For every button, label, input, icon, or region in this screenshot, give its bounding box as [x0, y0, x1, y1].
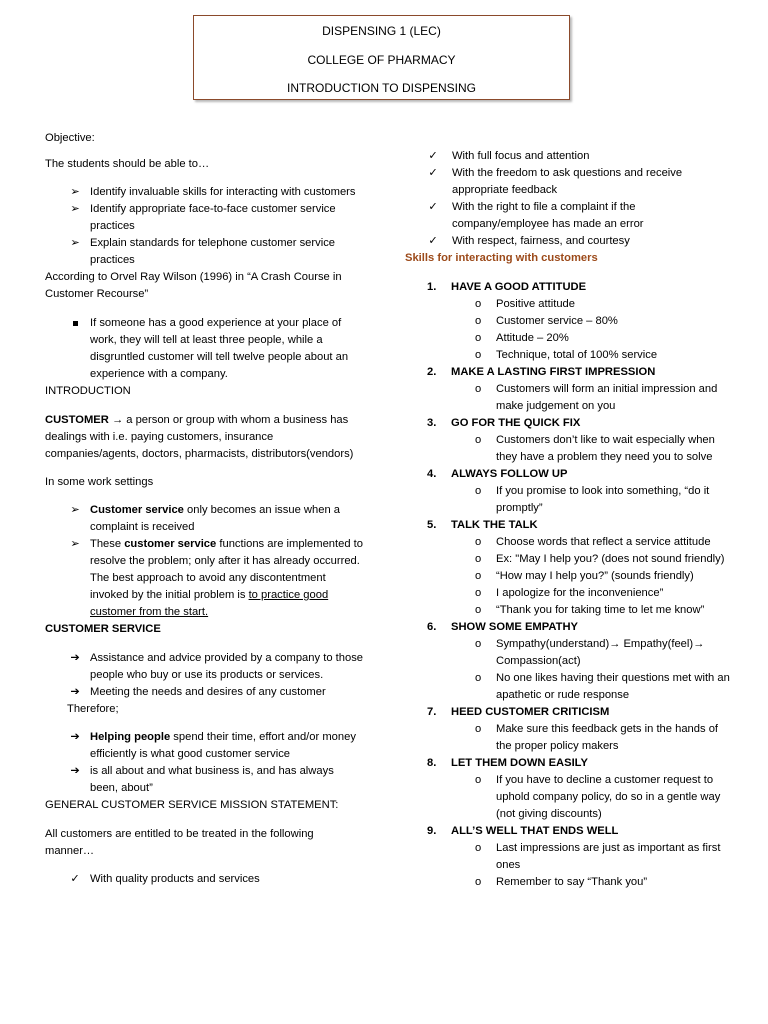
- lesson-title: INTRODUCTION TO DISPENSING: [287, 81, 476, 95]
- skill-item: [405, 364, 735, 415]
- according-text: According to Orvel Ray Wilson (1996) in “A Crash Course in Customer Recourse”: [45, 271, 342, 300]
- right-arrow-bullet-icon: ➔: [70, 731, 80, 743]
- right-arrow-icon: →: [111, 414, 124, 426]
- skill-item: [405, 279, 735, 364]
- skill-point: o Customers will form an initial impression and make judgement on you: [475, 383, 718, 412]
- therefore-text: Therefore;: [67, 703, 119, 715]
- skill-title: MAKE A LASTING FIRST IMPRESSION: [451, 366, 656, 378]
- skill-number: 3.: [427, 417, 437, 429]
- skill-title: HAVE A GOOD ATTITUDE: [451, 281, 587, 293]
- skill-number: 6.: [427, 621, 437, 633]
- circle-bullet-icon: o: [475, 315, 482, 327]
- circle-bullet-icon: o: [475, 536, 482, 548]
- skill-point: o Customer service – 80%: [451, 313, 735, 330]
- checkmark-icon: ✓: [428, 150, 438, 162]
- circle-bullet-icon: o: [475, 638, 482, 650]
- left-column: [45, 130, 363, 888]
- circle-bullet-icon: o: [475, 876, 482, 888]
- circle-bullet-icon: o: [475, 604, 482, 616]
- objectives-list: [45, 184, 363, 269]
- skill-point: o Remember to say “Thank you”: [451, 874, 735, 891]
- right-arrow-bullet-icon: ➔: [70, 686, 80, 698]
- arrowhead-bullet-icon: ➢: [70, 203, 80, 215]
- skill-title: SHOW SOME EMPATHY: [451, 621, 578, 633]
- skill-item: [405, 619, 735, 704]
- mission-heading: GENERAL CUSTOMER SERVICE MISSION STATEMENT:: [45, 799, 339, 811]
- circle-bullet-icon: o: [475, 842, 482, 854]
- skill-point: o Ex: "May I help you? (does not sound friendly): [451, 551, 735, 568]
- square-bullet-icon: [67, 315, 83, 332]
- skill-number: 8.: [427, 757, 437, 769]
- skill-point: o Technique, total of 100% service: [451, 347, 735, 364]
- objective-label: Objective:: [45, 132, 95, 144]
- skill-title: LET THEM DOWN EASILY: [451, 757, 588, 769]
- circle-bullet-icon: o: [475, 774, 482, 786]
- quote-list: [45, 315, 363, 383]
- skill-point: o Customers don’t like to wait especially when they have a problem they need you to solve: [475, 434, 715, 463]
- list-item: ✓ With full focus and attention: [405, 148, 735, 165]
- checkmark-icon: ✓: [428, 167, 438, 179]
- list-item: ✓ With respect, fairness, and courtesy: [405, 233, 735, 250]
- skill-item: [405, 704, 735, 755]
- work-settings-text: In some work settings: [45, 476, 154, 488]
- arrowhead-bullet-icon: ➢: [70, 237, 80, 249]
- therefore-list: [45, 729, 363, 797]
- skill-points: [451, 534, 735, 619]
- skill-point: o “How may I help you?” (sounds friendly): [451, 568, 735, 585]
- skill-points: [451, 381, 735, 415]
- circle-bullet-icon: o: [475, 587, 482, 599]
- skill-item: [405, 755, 735, 823]
- list-item: ✓ With the freedom to ask questions and receive appropriate feedback: [405, 165, 735, 199]
- arrowhead-bullet-icon: ➢: [70, 538, 80, 550]
- checkmark-icon: ✓: [70, 873, 80, 885]
- circle-bullet-icon: o: [475, 672, 482, 684]
- mission-list-start: [45, 871, 363, 888]
- skill-title: ALWAYS FOLLOW UP: [451, 468, 568, 480]
- circle-bullet-icon: o: [475, 332, 482, 344]
- skill-title: ALL’S WELL THAT ENDS WELL: [451, 825, 619, 837]
- entitled-text: All customers are entitled to be treated in the following manner…: [45, 828, 314, 857]
- skill-points: [451, 772, 735, 823]
- circle-bullet-icon: o: [475, 485, 482, 497]
- skill-point: o Sympathy(understand)→ Empathy(feel)→ Compassion(act): [475, 638, 705, 667]
- skills-heading: Skills for interacting with customers: [405, 252, 598, 264]
- skill-points: [451, 840, 735, 891]
- skill-point: o If you have to decline a customer request to uphold company policy, do so in a gentle way (not giving discounts): [475, 774, 721, 820]
- skill-item: [405, 517, 735, 619]
- arrowhead-bullet-icon: ➢: [70, 504, 80, 516]
- right-arrow-bullet-icon: ➔: [70, 765, 80, 777]
- skill-point: o Last impressions are just as important as first ones: [475, 842, 721, 871]
- list-item: ➔ is all about and what business is, and has always been, about”: [45, 763, 363, 797]
- skill-point: o Positive attitude: [451, 296, 735, 313]
- circle-bullet-icon: o: [475, 383, 482, 395]
- skill-point: o If you promise to look into something, “do it promptly”: [475, 485, 710, 514]
- work-settings-list: [45, 502, 363, 621]
- circle-bullet-icon: o: [475, 349, 482, 361]
- list-item: ➢ Customer service only becomes an issue when a complaint is received: [45, 502, 363, 536]
- checkmark-icon: ✓: [428, 235, 438, 247]
- customer-service-list: [45, 650, 363, 701]
- skill-number: 1.: [427, 281, 437, 293]
- skill-points: [451, 483, 735, 517]
- list-item: If someone has a good experience at your place of work, they will tell at least three people, while a disgruntled customer will tell twelve people about an experience with a company.: [45, 315, 363, 383]
- title-box: [193, 15, 570, 100]
- skill-point: o Make sure this feedback gets in the hands of the proper policy makers: [475, 723, 719, 752]
- skill-point: o No one likes having their questions met with an apathetic or rude response: [475, 672, 730, 701]
- list-item: ➢ Identify invaluable skills for interacting with customers: [45, 184, 363, 201]
- right-arrow-bullet-icon: ➔: [70, 652, 80, 664]
- skill-number: 7.: [427, 706, 437, 718]
- list-item: ➢ Identify appropriate face-to-face customer service practices: [45, 201, 363, 235]
- skill-item: [405, 823, 735, 891]
- list-item: ➢ These customer service functions are implemented to resolve the problem; only after it has already occurred. The best approach to avoid any discontentment invoked by the initial problem is to practice good customer from the start.: [45, 536, 363, 621]
- list-item: ➔ Helping people spend their time, effort and/or money efficiently is what good customer service: [45, 729, 363, 763]
- able-to-text: The students should be able to…: [45, 158, 210, 170]
- circle-bullet-icon: o: [475, 723, 482, 735]
- mission-list-continued: [405, 148, 735, 250]
- skill-points: [451, 636, 735, 704]
- skill-point: o Attitude – 20%: [451, 330, 735, 347]
- college-title: COLLEGE OF PHARMACY: [307, 53, 456, 67]
- list-item: ➢ Explain standards for telephone customer service practices: [45, 235, 363, 269]
- skill-item: [405, 415, 735, 466]
- intro-heading: INTRODUCTION: [45, 385, 131, 397]
- list-item: ✓ With the right to file a complaint if the company/employee has made an error: [405, 199, 735, 233]
- skill-item: [405, 466, 735, 517]
- skill-point: o I apologize for the inconvenience”: [451, 585, 735, 602]
- customer-service-heading: CUSTOMER SERVICE: [45, 623, 161, 635]
- skill-point: o Choose words that reflect a service attitude: [451, 534, 735, 551]
- skill-number: 9.: [427, 825, 437, 837]
- list-item: ✓ With quality products and services: [45, 871, 363, 888]
- skill-number: 2.: [427, 366, 437, 378]
- customer-definition: CUSTOMER → a person or group with whom a business has dealings with i.e. paying customers, insurance companies/agents, doctors, pharmacists, distributors(vendors): [45, 414, 354, 460]
- list-item: ➔ Assistance and advice provided by a company to those people who buy or use its products or services.: [45, 650, 363, 684]
- list-item: ➔ Meeting the needs and desires of any customer: [45, 684, 363, 701]
- skill-points: [451, 432, 735, 466]
- arrowhead-bullet-icon: ➢: [70, 186, 80, 198]
- skill-points: [451, 721, 735, 755]
- skill-title: GO FOR THE QUICK FIX: [451, 417, 581, 429]
- skill-title: HEED CUSTOMER CRITICISM: [451, 706, 610, 718]
- course-title: DISPENSING 1 (LEC): [322, 24, 441, 38]
- skill-point: o “Thank you for taking time to let me know”: [451, 602, 735, 619]
- skills-list: [405, 279, 735, 891]
- right-column: [405, 148, 735, 891]
- circle-bullet-icon: o: [475, 434, 482, 446]
- skill-number: 5.: [427, 519, 437, 531]
- checkmark-icon: ✓: [428, 201, 438, 213]
- circle-bullet-icon: o: [475, 553, 482, 565]
- circle-bullet-icon: o: [475, 570, 482, 582]
- skill-points: [451, 296, 735, 364]
- skill-title: TALK THE TALK: [451, 519, 538, 531]
- circle-bullet-icon: o: [475, 298, 482, 310]
- skill-number: 4.: [427, 468, 437, 480]
